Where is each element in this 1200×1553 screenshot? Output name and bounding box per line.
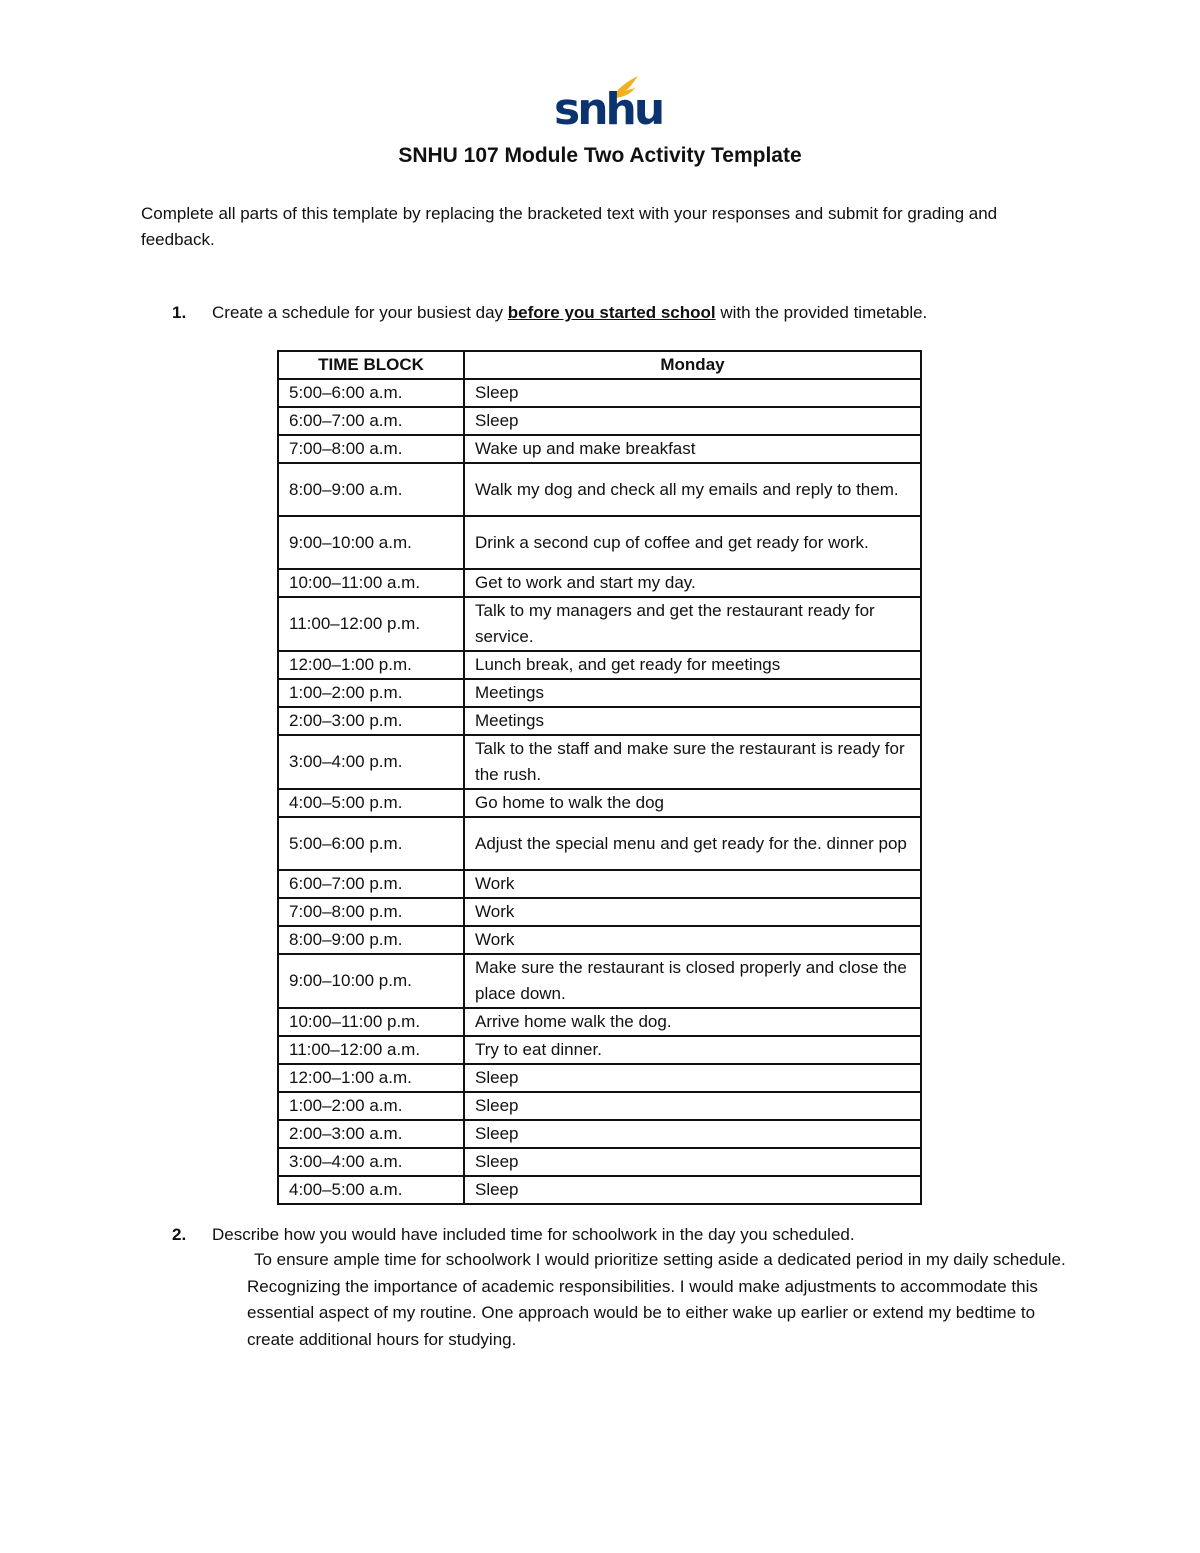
activity-cell: Work xyxy=(464,870,921,898)
time-cell: 6:00–7:00 a.m. xyxy=(278,407,464,435)
question-2-answer xyxy=(247,1247,1067,1353)
activity-cell: Work xyxy=(464,926,921,954)
header-time-block: TIME BLOCK xyxy=(278,351,464,379)
table-row xyxy=(278,463,921,516)
time-cell: 11:00–12:00 p.m. xyxy=(278,597,464,651)
time-cell: 12:00–1:00 a.m. xyxy=(278,1064,464,1092)
time-cell: 2:00–3:00 a.m. xyxy=(278,1120,464,1148)
question-1-text-before: Create a schedule for your busiest day xyxy=(212,303,508,322)
instructions-text: Complete all parts of this template by replacing the bracketed text with your responses and submit for grading and feedback. xyxy=(141,204,998,249)
table-row xyxy=(278,954,921,1008)
time-cell: 10:00–11:00 p.m. xyxy=(278,1008,464,1036)
time-cell: 3:00–4:00 a.m. xyxy=(278,1148,464,1176)
time-cell: 12:00–1:00 p.m. xyxy=(278,651,464,679)
table-row xyxy=(278,735,921,789)
time-cell: 9:00–10:00 a.m. xyxy=(278,516,464,569)
table-row xyxy=(278,1176,921,1204)
table-row xyxy=(278,435,921,463)
table-row xyxy=(278,407,921,435)
activity-cell: Lunch break, and get ready for meetings xyxy=(464,651,921,679)
time-cell: 8:00–9:00 p.m. xyxy=(278,926,464,954)
table-header-row xyxy=(278,351,921,379)
activity-cell: Sleep xyxy=(464,407,921,435)
question-1-text-after: with the provided timetable. xyxy=(715,303,928,322)
activity-cell: Try to eat dinner. xyxy=(464,1036,921,1064)
activity-cell: Get to work and start my day. xyxy=(464,569,921,597)
time-cell: 4:00–5:00 a.m. xyxy=(278,1176,464,1204)
activity-cell: Work xyxy=(464,898,921,926)
activity-cell: Sleep xyxy=(464,1120,921,1148)
time-cell: 3:00–4:00 p.m. xyxy=(278,735,464,789)
answer-text: To ensure ample time for schoolwork I would prioritize setting aside a dedicated period in my daily schedule. Recognizing the importance of academic responsibilities. I would make adjustments to accommodate this essential aspect of my routine. One approach would be to either wake up earlier or extend my bedtime to create additional hours for studying. xyxy=(247,1250,1066,1349)
table-row xyxy=(278,679,921,707)
snhu-logo xyxy=(548,74,663,135)
page-title: SNHU 107 Module Two Activity Template xyxy=(398,144,802,167)
time-cell: 1:00–2:00 p.m. xyxy=(278,679,464,707)
table-row xyxy=(278,1064,921,1092)
table-row xyxy=(278,597,921,651)
time-cell: 7:00–8:00 p.m. xyxy=(278,898,464,926)
time-cell: 2:00–3:00 p.m. xyxy=(278,707,464,735)
activity-cell: Arrive home walk the dog. xyxy=(464,1008,921,1036)
table-row xyxy=(278,516,921,569)
question-1-number: 1. xyxy=(172,303,187,322)
schedule-table xyxy=(277,350,922,1205)
time-cell: 7:00–8:00 a.m. xyxy=(278,435,464,463)
question-1-emphasis: before you started school xyxy=(507,303,716,322)
time-cell: 10:00–11:00 a.m. xyxy=(278,569,464,597)
activity-cell: Sleep xyxy=(464,1148,921,1176)
activity-cell: Talk to my managers and get the restaurant ready for service. xyxy=(464,597,921,651)
table-row xyxy=(278,1148,921,1176)
activity-cell: Adjust the special menu and get ready for the. dinner pop xyxy=(464,817,921,870)
time-cell: 5:00–6:00 a.m. xyxy=(278,379,464,407)
table-row xyxy=(278,569,921,597)
activity-cell: Sleep xyxy=(464,1176,921,1204)
activity-cell: Wake up and make breakfast xyxy=(464,435,921,463)
time-cell: 6:00–7:00 p.m. xyxy=(278,870,464,898)
table-row xyxy=(278,1120,921,1148)
table-row xyxy=(278,870,921,898)
time-cell: 11:00–12:00 a.m. xyxy=(278,1036,464,1064)
activity-cell: Sleep xyxy=(464,1064,921,1092)
table-row xyxy=(278,1008,921,1036)
time-cell: 4:00–5:00 p.m. xyxy=(278,789,464,817)
activity-cell: Drink a second cup of coffee and get ready for work. xyxy=(464,516,921,569)
activity-cell: Make sure the restaurant is closed properly and close the place down. xyxy=(464,954,921,1008)
table-row xyxy=(278,898,921,926)
question-2 xyxy=(172,1222,855,1248)
activity-cell: Walk my dog and check all my emails and reply to them. xyxy=(464,463,921,516)
question-2-text: Describe how you would have included time for schoolwork in the day you scheduled. xyxy=(212,1225,855,1244)
activity-cell: Sleep xyxy=(464,379,921,407)
table-row xyxy=(278,379,921,407)
activity-cell: Talk to the staff and make sure the restaurant is ready for the rush. xyxy=(464,735,921,789)
table-row xyxy=(278,817,921,870)
table-row xyxy=(278,926,921,954)
logo-wordmark: snhu xyxy=(554,84,663,135)
time-cell: 8:00–9:00 a.m. xyxy=(278,463,464,516)
time-cell: 1:00–2:00 a.m. xyxy=(278,1092,464,1120)
table-row xyxy=(278,789,921,817)
table-row xyxy=(278,1036,921,1064)
question-1 xyxy=(172,300,927,326)
activity-cell: Meetings xyxy=(464,679,921,707)
table-row xyxy=(278,707,921,735)
time-cell: 5:00–6:00 p.m. xyxy=(278,817,464,870)
table-row xyxy=(278,1092,921,1120)
question-2-number: 2. xyxy=(172,1225,187,1244)
activity-cell: Go home to walk the dog xyxy=(464,789,921,817)
header-monday: Monday xyxy=(464,351,921,379)
time-cell: 9:00–10:00 p.m. xyxy=(278,954,464,1008)
table-row xyxy=(278,651,921,679)
activity-cell: Meetings xyxy=(464,707,921,735)
activity-cell: Sleep xyxy=(464,1092,921,1120)
